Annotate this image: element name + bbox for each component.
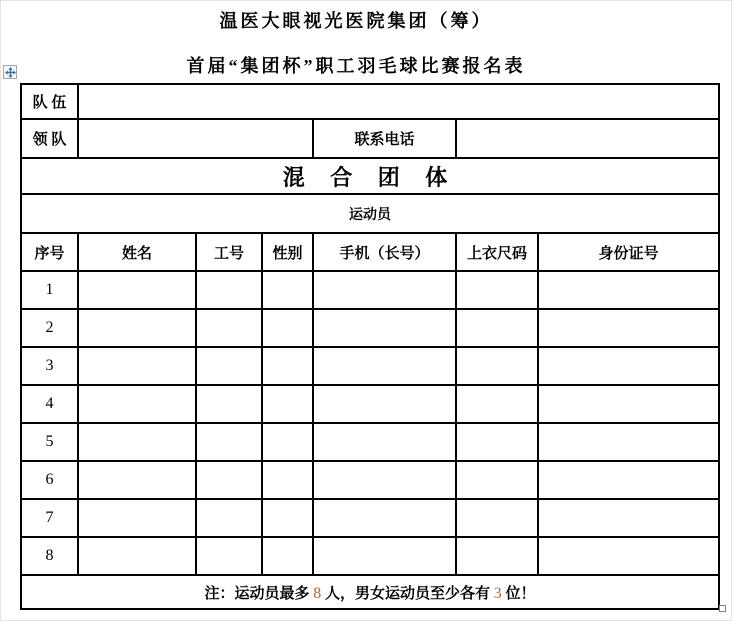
athlete-row [21, 423, 719, 461]
athlete-phone-cell[interactable] [313, 537, 456, 575]
athlete-shirt-size-cell[interactable] [456, 309, 538, 347]
document-subtitle: 首届“集团杯”职工羽毛球比赛报名表 [186, 56, 526, 76]
registration-table [20, 83, 720, 610]
leader-row [21, 119, 719, 158]
col-header-gender: 性别 [262, 233, 313, 271]
athlete-employee-id-cell[interactable] [196, 499, 262, 537]
athlete-index: 1 [21, 271, 78, 309]
athlete-phone-cell[interactable] [313, 423, 456, 461]
athlete-name-cell[interactable] [78, 537, 196, 575]
athlete-id-number-cell[interactable] [538, 537, 719, 575]
note-max-players: 8 [313, 584, 322, 602]
athlete-employee-id-cell[interactable] [196, 309, 262, 347]
athlete-name-cell[interactable] [78, 461, 196, 499]
athlete-name-cell[interactable] [78, 423, 196, 461]
athlete-index: 4 [21, 385, 78, 423]
athlete-index: 2 [21, 309, 78, 347]
athlete-id-number-cell[interactable] [538, 271, 719, 309]
athlete-shirt-size-cell[interactable] [456, 461, 538, 499]
col-header-name: 姓名 [78, 233, 196, 271]
athlete-gender-cell[interactable] [262, 461, 313, 499]
athlete-row [21, 347, 719, 385]
title-block [0, 0, 712, 78]
athlete-index: 8 [21, 537, 78, 575]
note-prefix: 注：运动员最多 [204, 585, 314, 602]
athlete-id-number-cell[interactable] [538, 309, 719, 347]
athlete-index: 5 [21, 423, 78, 461]
athlete-phone-cell[interactable] [313, 271, 456, 309]
athlete-phone-cell[interactable] [313, 347, 456, 385]
athletes-label: 运动员 [21, 194, 719, 233]
athlete-row [21, 499, 719, 537]
note-min-each: 3 [493, 584, 502, 602]
athlete-phone-cell[interactable] [313, 461, 456, 499]
athlete-id-number-cell[interactable] [538, 347, 719, 385]
athlete-gender-cell[interactable] [262, 385, 313, 423]
athlete-index: 3 [21, 347, 78, 385]
note-middle: 人，男女运动员至少各有 [321, 585, 494, 602]
athlete-employee-id-cell[interactable] [196, 271, 262, 309]
col-header-index: 序号 [21, 233, 78, 271]
section-title: 混 合 团 体 [21, 158, 719, 194]
athlete-employee-id-cell[interactable] [196, 347, 262, 385]
phone-label: 联系电话 [313, 119, 456, 158]
col-header-phone: 手机（长号） [313, 233, 456, 271]
athlete-id-number-cell[interactable] [538, 385, 719, 423]
athlete-index: 7 [21, 499, 78, 537]
athlete-employee-id-cell[interactable] [196, 385, 262, 423]
table-resize-handle[interactable] [719, 605, 726, 612]
athlete-gender-cell[interactable] [262, 537, 313, 575]
table-move-handle-icon[interactable] [3, 65, 17, 79]
athlete-id-number-cell[interactable] [538, 461, 719, 499]
leader-name-cell[interactable] [78, 119, 313, 158]
athlete-gender-cell[interactable] [262, 271, 313, 309]
athlete-name-cell[interactable] [78, 499, 196, 537]
athlete-phone-cell[interactable] [313, 385, 456, 423]
team-row [21, 84, 719, 119]
section-row [21, 158, 719, 194]
athlete-shirt-size-cell[interactable] [456, 385, 538, 423]
athlete-phone-cell[interactable] [313, 309, 456, 347]
athlete-name-cell[interactable] [78, 271, 196, 309]
col-header-shirt-size: 上衣尺码 [456, 233, 538, 271]
athlete-shirt-size-cell[interactable] [456, 423, 538, 461]
athlete-row [21, 271, 719, 309]
athlete-shirt-size-cell[interactable] [456, 271, 538, 309]
athlete-shirt-size-cell[interactable] [456, 537, 538, 575]
athlete-shirt-size-cell[interactable] [456, 347, 538, 385]
header-row [21, 233, 719, 271]
phone-value-cell[interactable] [456, 119, 719, 158]
athletes-row [21, 194, 719, 233]
athlete-name-cell[interactable] [78, 385, 196, 423]
team-label: 队 伍 [21, 84, 78, 119]
athlete-row [21, 309, 719, 347]
col-header-id-number: 身份证号 [538, 233, 719, 271]
note-text [21, 575, 719, 609]
col-header-employee-id: 工号 [196, 233, 262, 271]
athlete-shirt-size-cell[interactable] [456, 499, 538, 537]
athlete-row [21, 461, 719, 499]
athlete-gender-cell[interactable] [262, 499, 313, 537]
note-row [21, 575, 719, 609]
team-name-cell[interactable] [78, 84, 719, 119]
athlete-employee-id-cell[interactable] [196, 537, 262, 575]
athlete-index: 6 [21, 461, 78, 499]
athlete-gender-cell[interactable] [262, 423, 313, 461]
athlete-employee-id-cell[interactable] [196, 461, 262, 499]
athlete-gender-cell[interactable] [262, 309, 313, 347]
athlete-employee-id-cell[interactable] [196, 423, 262, 461]
leader-label: 领 队 [21, 119, 78, 158]
document-title: 温医大眼视光医院集团（筹） [219, 11, 493, 31]
four-way-arrow-icon [5, 67, 16, 78]
athlete-gender-cell[interactable] [262, 347, 313, 385]
athlete-name-cell[interactable] [78, 347, 196, 385]
athlete-id-number-cell[interactable] [538, 423, 719, 461]
athlete-row [21, 385, 719, 423]
athlete-name-cell[interactable] [78, 309, 196, 347]
note-suffix: 位！ [501, 585, 536, 602]
athlete-phone-cell[interactable] [313, 499, 456, 537]
athlete-id-number-cell[interactable] [538, 499, 719, 537]
athlete-row [21, 537, 719, 575]
